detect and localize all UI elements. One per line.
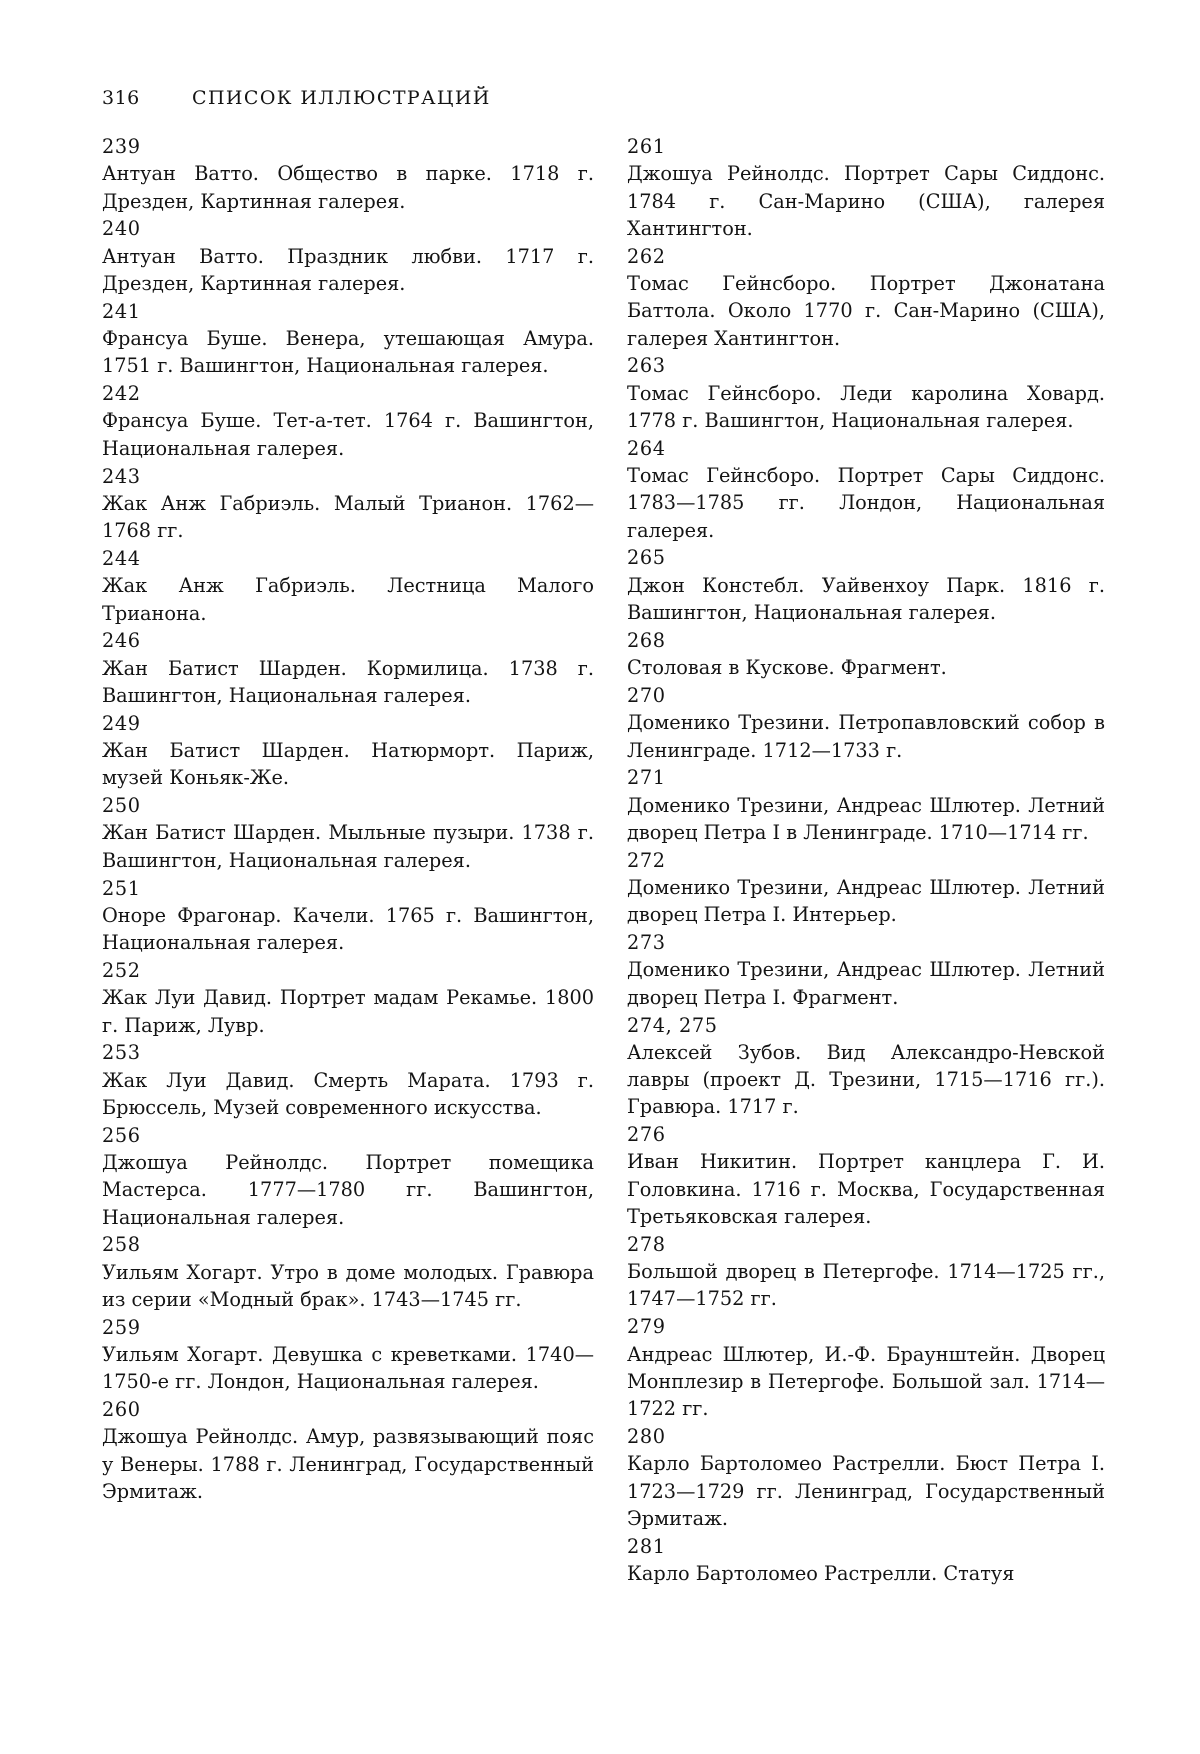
entry-number: 274, 275 (627, 1013, 718, 1037)
entry-number: 262 (627, 244, 666, 268)
entry-number: 240 (102, 217, 141, 241)
entry-caption: Антуан Ватто. Праздник любви. 1717 г. Дрезден, Картинная галерея. (102, 244, 594, 295)
entry-number: 251 (102, 876, 141, 900)
entry-caption: Карло Бартоломео Растрелли. Бюст Петра I. 1723—1729 гг. Ленинград, Государственный Эрмитаж. (627, 1452, 1105, 1530)
entry-caption: Доменико Трезини, Андреас Шлютер. Летний дворец Петра I. Интерьер. (627, 876, 1105, 927)
entry-caption: Томас Гейнсборо. Портрет Джонатана Баттола. Около 1770 г. Сан-Марино (США), галерея Хантингтон. (627, 271, 1105, 350)
entry-caption: Большой дворец в Петергофе. 1714—1725 гг., 1747—1752 гг. (627, 1260, 1105, 1311)
entry-number: 250 (102, 794, 141, 818)
entry-caption: Доменико Трезини. Петропавловский собор в Ленинграде. 1712—1733 г. (627, 711, 1105, 762)
entry-caption: Антуан Ватто. Общество в парке. 1718 г. Дрезден, Картинная галерея. (102, 162, 594, 213)
list-item (627, 1231, 1105, 1313)
entry-caption: Алексей Зубов. Вид Александро-Невской лавры (проект Д. Трезини, 1715—1716 гг.). Гравюра. 1717 г. (627, 1040, 1105, 1119)
entry-number: 249 (102, 711, 141, 735)
list-item (102, 710, 594, 792)
entry-number: 272 (627, 848, 666, 872)
list-item (627, 847, 1105, 929)
list-item (102, 463, 594, 545)
list-item (102, 298, 594, 380)
list-item (102, 133, 594, 215)
entry-number: 258 (102, 1233, 141, 1257)
list-item (627, 1121, 1105, 1230)
entry-number: 279 (627, 1315, 666, 1339)
entry-number: 259 (102, 1315, 141, 1339)
list-item (102, 215, 594, 297)
list-item (627, 929, 1105, 1011)
entry-caption: Томас Гейнсборо. Леди каролина Ховард. 1778 г. Вашингтон, Национальная галерея. (627, 381, 1105, 432)
entry-number: 242 (102, 382, 141, 406)
entry-caption: Джошуа Рейнолдс. Портрет помещика Мастерса. 1777—1780 гг. Вашингтон, Национальная галерея. (102, 1150, 594, 1229)
entry-caption: Доменико Трезини, Андреас Шлютер. Летний дворец Петра I. Фрагмент. (627, 958, 1105, 1009)
entry-number: 264 (627, 436, 666, 460)
page-number: 316 (102, 87, 140, 109)
list-item (627, 764, 1105, 846)
list-item (102, 1039, 594, 1121)
entry-caption: Уильям Хогарт. Утро в доме молодых. Гравюра из серии «Модный брак». 1743—1745 гг. (102, 1260, 594, 1311)
entry-caption: Джошуа Рейнолдс. Портрет Сары Сиддонс. 1784 г. Сан-Марино (США), галерея Хантингтон. (627, 162, 1105, 240)
entry-caption: Томас Гейнсборо. Портрет Сары Сиддонс. 1783—1785 гг. Лондон, Национальная галерея. (627, 464, 1105, 542)
entry-number: 268 (627, 628, 666, 652)
page-header (102, 83, 1102, 113)
list-item (627, 1313, 1105, 1422)
entry-number: 263 (627, 354, 666, 378)
entry-caption: Жак Луи Давид. Портрет мадам Рекамье. 1800 г. Париж, Лувр. (102, 986, 594, 1037)
entry-caption: Жан Батист Шарден. Мыльные пузыри. 1738 г. Вашингтон, Национальная галерея. (102, 821, 594, 872)
entry-caption: Уильям Хогарт. Девушка с креветками. 1740—1750-е гг. Лондон, Национальная галерея. (102, 1343, 594, 1394)
list-item (102, 1314, 594, 1396)
list-item (627, 682, 1105, 764)
list-item (102, 380, 594, 462)
entry-number: 260 (102, 1398, 141, 1422)
entry-number: 241 (102, 299, 141, 323)
entry-caption: Жак Анж Габриэль. Малый Трианон. 1762—1768 гг. (102, 491, 594, 543)
entry-number: 244 (102, 546, 141, 570)
list-item (627, 544, 1105, 626)
entry-caption: Франсуа Буше. Венера, утешающая Амура. 1751 г. Вашингтон, Национальная галерея. (102, 327, 594, 378)
list-item (627, 352, 1105, 434)
entry-number: 246 (102, 629, 141, 653)
list-item (627, 1012, 1105, 1121)
list-item (627, 627, 1105, 682)
entry-number: 281 (627, 1534, 666, 1558)
list-item (102, 957, 594, 1039)
entry-number: 253 (102, 1041, 141, 1065)
list-item (102, 1396, 594, 1505)
list-item (627, 243, 1105, 352)
list-item (627, 435, 1105, 544)
entry-caption: Франсуа Буше. Тет-а-тет. 1764 г. Вашингтон, Национальная галерея. (102, 409, 594, 460)
entry-caption: Жан Батист Шарден. Кормилица. 1738 г. Вашингтон, Национальная галерея. (102, 656, 594, 707)
list-item (627, 133, 1105, 242)
list-item (102, 1122, 594, 1231)
list-item (627, 1533, 1105, 1588)
running-title: СПИСОК ИЛЛЮСТРАЦИЙ (192, 87, 491, 109)
left-column (102, 133, 594, 1506)
entry-number: 261 (627, 135, 666, 158)
entry-caption: Андреас Шлютер, И.-Ф. Браунштейн. Дворец Монплезир в Петергофе. Большой зал. 1714—1722 гг. (627, 1342, 1105, 1421)
entry-caption: Жак Луи Давид. Смерть Марата. 1793 г. Брюссель, Музей современного искусства. (102, 1068, 594, 1119)
list-item (102, 875, 594, 957)
entry-number: 270 (627, 683, 666, 707)
entry-caption: Оноре Фрагонар. Качели. 1765 г. Вашингтон, Национальная галерея. (102, 903, 594, 955)
entry-caption: Столовая в Кускове. Фрагмент. (627, 656, 947, 680)
entry-number: 278 (627, 1232, 666, 1256)
entry-caption: Иван Никитин. Портрет канцлера Г. И. Головкина. 1716 г. Москва, Государственная Третьяковская галерея. (627, 1150, 1105, 1229)
entry-number: 276 (627, 1123, 666, 1147)
list-item (102, 627, 594, 709)
entry-caption: Доменико Трезини, Андреас Шлютер. Летний дворец Петра I в Ленинграде. 1710—1714 гг. (627, 793, 1105, 844)
entry-caption: Жан Батист Шарден. Натюрморт. Париж, музей Коньяк-Же. (102, 739, 594, 790)
entry-number: 243 (102, 464, 141, 488)
entry-number: 280 (627, 1424, 666, 1448)
list-item (627, 1423, 1105, 1532)
entry-caption: Жак Анж Габриэль. Лестница Малого Трианона. (102, 574, 594, 625)
list-item (102, 545, 594, 627)
entry-caption: Карло Бартоломео Растрелли. Статуя (627, 1561, 1015, 1585)
entry-caption: Джон Констебл. Уайвенхоу Парк. 1816 г. Вашингтон, Национальная галерея. (627, 573, 1105, 625)
list-item (102, 1231, 594, 1313)
entry-caption: Джошуа Рейнолдс. Амур, развязывающий пояс у Венеры. 1788 г. Ленинград, Государственный Эрмитаж. (102, 1425, 594, 1504)
right-column (627, 133, 1105, 1588)
entry-number: 256 (102, 1123, 141, 1147)
entry-number: 273 (627, 931, 666, 955)
list-item (102, 792, 594, 874)
entry-number: 271 (627, 766, 666, 790)
entry-number: 252 (102, 958, 141, 982)
entry-number: 265 (627, 546, 666, 570)
entry-number: 239 (102, 135, 141, 158)
